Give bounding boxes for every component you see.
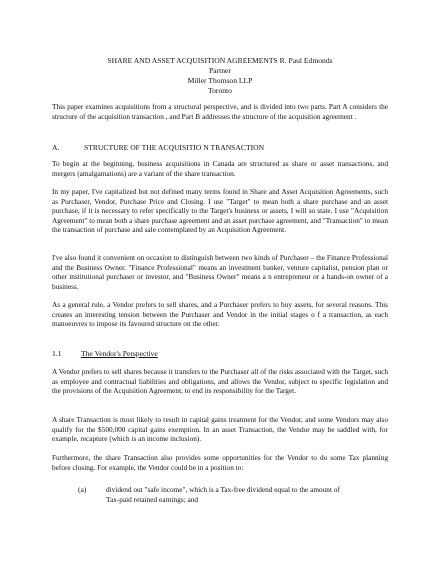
section-a-letter: A. bbox=[52, 143, 60, 152]
list-item-marker: (a) bbox=[78, 485, 87, 494]
author-firm: Miller Thomson LLP bbox=[187, 76, 253, 85]
section-a-heading: STRUCTURE OF THE ACQUISITIO N TRANSACTION bbox=[84, 143, 265, 152]
paragraph-terms: In my paper, I've capitalized but not defined many terms found in Share and Asset Acquisition Agreements, such as Purchaser, Vendor, Purchase Price and Closing. I use "Target" to mean both a share purchase and an asset purchase, if it is necessary to refer specifically to the Target's business or assets, I will so state. I use "Acquisition Agreement" to mean both a share purchase agreement and an asset purchase agreement, and "Transaction" to mean the transaction of purchase and sale contemplated by an Acquisition Agreement. bbox=[52, 187, 388, 235]
paragraph-general-rule: As a general rule, a Vendor prefers to sell shares, and a Purchaser prefers to buy assets, for several reasons. This creates an interesting tension between the Purchaser and Vendor in the initial stages o f a transaction, as each manoeuvres to impose its favoured structure on the other. bbox=[52, 300, 388, 329]
list-item-a-line2: Tax-paid retained earnings; and bbox=[106, 495, 199, 504]
paragraph-vendor-shares: A Vendor prefers to sell shares because it transfers to the Purchaser all of the risks associated with the Target, such as employee and contractual liabilities and obligations, and allows the Vendor, subject to specific legislation and the provisions of the Acquisition Agreement, to end its responsibility for the Target. bbox=[52, 367, 388, 396]
paragraph-purchaser-kinds: I've also found it convenient on occasion to distinguish between two kinds of Purchaser – the Finance Professional and the Business Owner. "Finance Professional" means an investment banker, venture capitalist, pension plan or other institutional purchaser or investor, and "Business Owner" means a n entrepreneur or a hands-on owner of a business. bbox=[52, 253, 388, 291]
paragraph-tax-planning: Furthermore, the share Transaction also provides some opportunities for the Vendor to do some Tax planning before closing. For example, the Vendor could be in a position to: bbox=[52, 453, 388, 472]
document-title: SHARE AND ASSET ACQUISITION AGREEMENTS R. Paul Edmonds bbox=[107, 56, 333, 65]
paragraph-structure: To begin at the beginning, business acquisitions in Canada are structured as share or asset transactions, and mergers (amalgamations) are a variant of the share transaction. bbox=[52, 159, 388, 178]
author-role: Partner bbox=[209, 66, 231, 75]
author-city: Toronto bbox=[208, 86, 232, 95]
section-1-1-number: 1.1 bbox=[52, 349, 62, 358]
list-item-a-line1: dividend out "safe income", which is a Tax-free dividend equal to the amount of bbox=[106, 485, 340, 494]
intro-paragraph: This paper examines acquisitions from a structural perspective, and is divided into two parts. Part A considers the structure of the acquisition transaction , and Part B addresses the structure of the acquisition agreement . bbox=[52, 102, 388, 121]
paragraph-capital-gains: A share Transaction is most likely to result in capital gains treatment for the Vendor, and some Vendors may also qualify for the $500,000 capital gains exemption. In an asset Transaction, the Vendor may be saddled with, for example, recapture (which is an income inclusion). bbox=[52, 415, 388, 444]
section-1-1-heading: The Vendor's Perspective bbox=[81, 349, 158, 358]
